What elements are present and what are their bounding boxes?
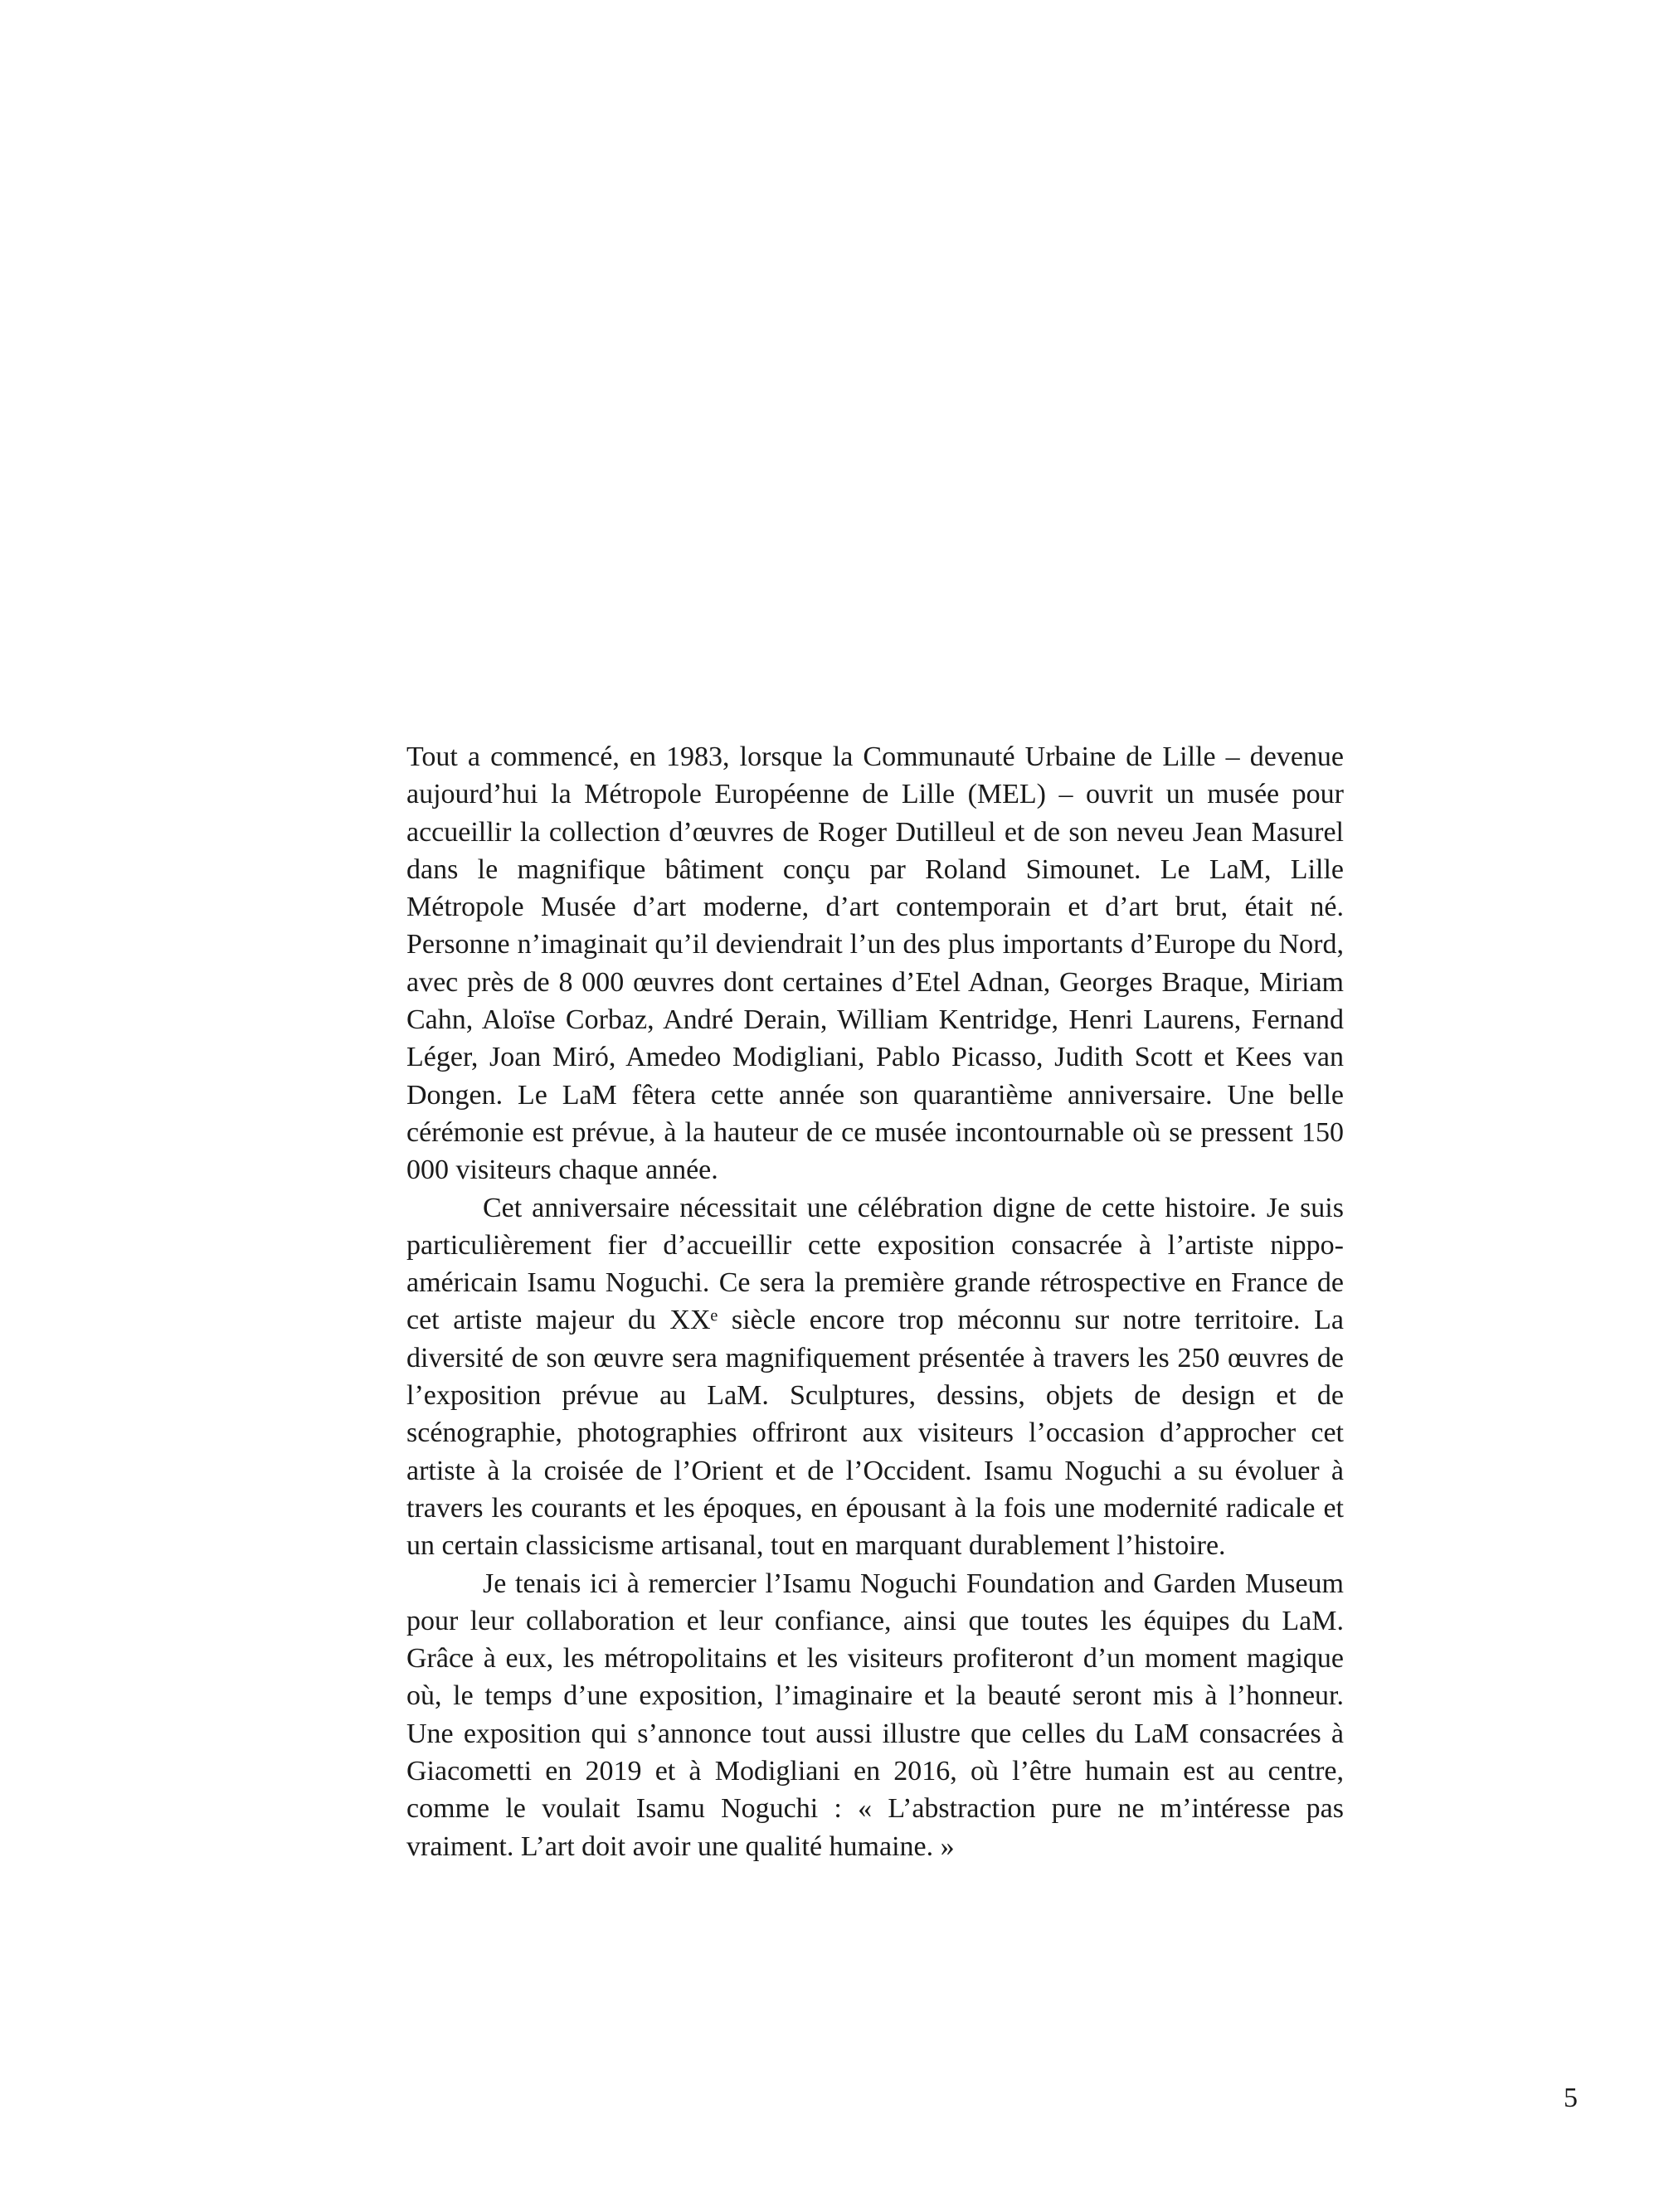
paragraph-1: Tout a commencé, en 1983, lorsque la Communauté Urbaine de Lille – devenue aujourd’hui la Métropole Européenne de Lille (MEL) – ouvrit un musée pour accueillir la collection d’œuvres de Roger Dutilleul et de son neveu Jean Masurel dans le magnifique bâtiment conçu par Roland Simounet. Le LaM, Lille Métropole Musée d’art moderne, d’art contemporain et d’art brut, était né. Personne n’imaginait qu’il deviendrait l’un des plus importants d’Europe du Nord, avec près de 8 000 œuvres dont certaines d’Etel Adnan, Georges Braque, Miriam Cahn, Aloïse Corbaz, André Derain, William Kentridge, Henri Laurens, Fernand Léger, Joan Miró, Amedeo Modigliani, Pablo Picasso, Judith Scott et Kees van Dongen. Le LaM fêtera cette année son quarantième anniversaire. Une belle cérémonie est prévue, à la hauteur de ce musée incontournable où se pressent 150 000 visiteurs chaque année. — [406, 741, 1344, 1186]
paragraph-3: Je tenais ici à remercier l’Isamu Noguchi Foundation and Garden Museum pour leur collaboration et leur confiance, ainsi que toutes les équipes du LaM. Grâce à eux, les métropolitains et les visiteurs profiteront d’un moment magique où, le temps d’une exposition, l’imaginaire et la beauté seront mis à l’honneur. Une exposition qui s’annonce tout aussi illustre que celles du LaM consacrées à Giacometti en 2019 et à Modigliani en 2016, où l’être humain est au centre, comme le voulait Isamu Noguchi : « L’abstraction pure ne m’intéresse pas vraiment. L’art doit avoir une qualité humaine. » — [406, 1568, 1344, 1862]
paragraph-2: Cet anniversaire nécessitait une célébration digne de cette histoire. Je suis particulièrement fier d’accueillir cette exposition consacrée à l’artiste nippo-américain Isamu Noguchi. Ce sera la première grande rétrospective en France de cet artiste majeur du XXᵉ siècle encore trop méconnu sur notre territoire. La diversité de son œuvre sera magnifiquement présentée à travers les 250 œuvres de l’exposition prévue au LaM. Sculptures, dessins, objets de design et de scénographie, photographies offriront aux visiteurs l’occasion d’approcher cet artiste à la croisée de l’Orient et de l’Occident. Isamu Noguchi a su évoluer à travers les courants et les époques, en épousant à la fois une modernité radicale et un certain classicisme artisanal, tout en marquant durablement l’histoire. — [406, 1192, 1344, 1562]
body-text — [406, 738, 1344, 1865]
page-number: 5 — [1564, 2083, 1578, 2113]
